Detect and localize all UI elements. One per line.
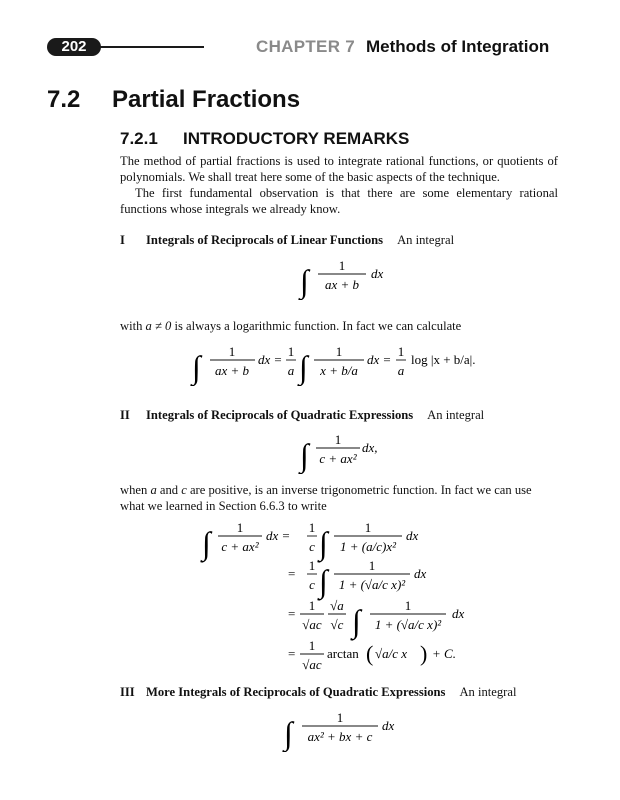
part-2-text-var-c: c — [181, 483, 187, 497]
integral-sign: ∫ — [319, 525, 328, 561]
eq2-denominator-1: ax + b — [214, 363, 250, 378]
eq4-l4-coef-denominator: √ac — [302, 657, 322, 672]
eq3-dx: dx, — [362, 440, 378, 455]
eq4-l2-coef-numerator: 1 — [308, 558, 316, 573]
eq2-numerator-1: 1 — [228, 344, 236, 359]
eq4-l3-numerator: 1 — [404, 598, 412, 613]
eq4-l4-coef-numerator: 1 — [308, 638, 316, 653]
part-2-title: Integrals of Reciprocals of Quadratic Expressions — [146, 408, 414, 422]
equals-sign: = — [288, 606, 296, 621]
eq4-l4-constant: + C. — [432, 646, 456, 661]
eq2-coef-numerator: 1 — [287, 344, 295, 359]
eq4-l2-numerator: 1 — [368, 558, 376, 573]
chapter-title: Methods of Integration — [366, 37, 550, 56]
part-2-text-var-a: a — [150, 483, 157, 497]
eq2-denominator-2: x + b/a — [320, 363, 358, 378]
part-1-roman: I — [120, 233, 125, 247]
eq4-l3-coef2-denominator: √c — [330, 617, 344, 632]
integral-sign: ∫ — [284, 715, 293, 751]
part-1-title: Integrals of Reciprocals of Linear Functions — [146, 233, 384, 247]
integral-sign: ∫ — [300, 437, 309, 473]
eq5-dx: dx — [382, 718, 395, 733]
integral-sign: ∫ — [300, 263, 309, 299]
part-1-text-math: a ≠ 0 — [145, 319, 172, 333]
eq4-l1-dx: dx = — [266, 528, 291, 543]
eq2-coef-denominator: a — [287, 363, 295, 378]
equation-4 — [200, 518, 500, 676]
eq2-numerator-2: 1 — [335, 344, 343, 359]
eq2-dx-1: dx = — [258, 352, 283, 367]
eq4-l1-denominator: c + ax² — [221, 539, 259, 554]
part-1-text-post: is always a logarithmic function. In fact we can calculate — [171, 319, 462, 333]
part-3-heading — [120, 684, 558, 700]
eq5-numerator: 1 — [336, 710, 344, 725]
equation-2 — [190, 340, 490, 386]
integral-sign: ∫ — [299, 349, 308, 385]
intro-paragraph-2: The first fundamental observation is that there are some elementary rational functions whose integrals we already know. — [120, 186, 558, 216]
part-2-tail: An integral — [427, 408, 485, 422]
integral-sign: ∫ — [352, 603, 361, 639]
eq4-l1-numerator-2: 1 — [364, 520, 372, 535]
eq4-l1-denominator-2: 1 + (a/c)x² — [340, 539, 396, 554]
eq4-l3-coef2-numerator: √a — [330, 598, 344, 613]
subsection-title: INTRODUCTORY REMARKS — [183, 129, 410, 148]
eq4-l4-function: arctan — [327, 646, 359, 661]
integral-sign: ∫ — [192, 349, 201, 385]
section-title: Partial Fractions — [112, 86, 301, 113]
part-3-roman: III — [120, 685, 135, 699]
eq2-result: log |x + b/a|. — [411, 352, 476, 367]
part-2-text-line-1 — [120, 482, 558, 498]
part-2-text-c: are positive, is an inverse trigonometric function. In fact we can use — [186, 483, 532, 497]
part-1-tail: An integral — [397, 233, 455, 247]
eq4-l1-numerator: 1 — [236, 520, 244, 535]
eq3-numerator: 1 — [334, 432, 342, 447]
eq2-coef2-denominator: a — [397, 363, 405, 378]
page-number-badge: 202 — [47, 38, 101, 56]
eq4-l3-coef1-numerator: 1 — [308, 598, 316, 613]
eq3-denominator: c + ax² — [319, 451, 357, 466]
eq1-dx: dx — [371, 266, 384, 281]
intro-paragraph-1: The method of partial fractions is used to integrate rational functions, or quotients of polynomials. We shall treat here some of the basic aspects of the technique. — [120, 154, 558, 184]
part-1-text — [120, 318, 558, 334]
subsection-number: 7.2.1 — [120, 129, 158, 148]
equals-sign: = — [288, 566, 296, 581]
eq4-l2-coef-denominator: c — [309, 577, 315, 592]
part-2-text-b: and — [156, 483, 182, 497]
open-paren: ( — [366, 641, 374, 666]
part-2-text-line-2: what we learned in Section 6.6.3 to write — [120, 499, 327, 513]
integral-sign: ∫ — [202, 525, 211, 561]
eq4-l3-dx: dx — [452, 606, 465, 621]
close-paren: ) — [420, 641, 428, 666]
eq4-l1-coef-denominator: c — [309, 539, 315, 554]
equals-sign: = — [288, 646, 296, 661]
eq1-numerator: 1 — [338, 258, 346, 273]
section-number: 7.2 — [47, 86, 81, 113]
eq4-l1-coef-numerator: 1 — [308, 520, 316, 535]
equation-3 — [298, 428, 398, 474]
eq4-l3-denominator: 1 + (√a/c x)² — [374, 617, 442, 632]
part-1-text-pre: with — [120, 319, 146, 333]
eq4-l4-argument: √a/c x — [375, 646, 408, 661]
header-rule — [96, 46, 204, 48]
chapter-label: CHAPTER 7 — [256, 37, 356, 56]
part-2-roman: II — [120, 408, 130, 422]
part-2-heading — [120, 407, 558, 423]
eq4-l2-denominator: 1 + (√a/c x)² — [338, 577, 406, 592]
eq4-l2-dx: dx — [414, 566, 427, 581]
equation-5 — [282, 706, 412, 752]
eq2-coef2-numerator: 1 — [397, 344, 405, 359]
integral-sign: ∫ — [319, 563, 328, 599]
eq4-l1-dx-2: dx — [406, 528, 419, 543]
part-2-text-a: when — [120, 483, 151, 497]
equation-1 — [298, 254, 398, 300]
part-3-title: More Integrals of Reciprocals of Quadratic Expressions — [146, 685, 446, 699]
part-3-tail: An integral — [459, 685, 517, 699]
eq2-dx-2: dx = — [367, 352, 392, 367]
eq5-denominator: ax² + bx + c — [307, 729, 373, 744]
part-1-heading — [120, 232, 558, 248]
eq4-l3-coef1-denominator: √ac — [302, 617, 322, 632]
eq1-denominator: ax + b — [324, 277, 360, 292]
